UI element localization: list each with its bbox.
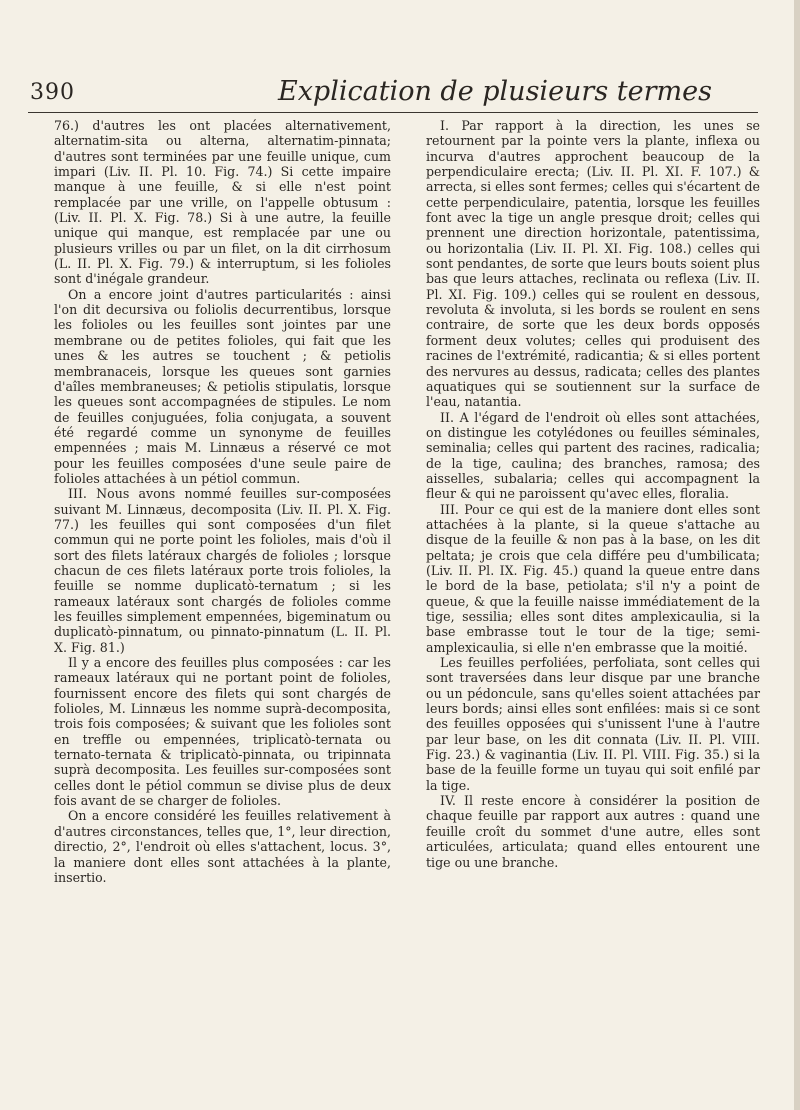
paragraph: I. Par rapport à la direction, les unes se retournent par la pointe vers la plante, inflexa ou incurva d'autres approchent beaucoup de la perpendiculaire erecta; (Liv. II. Pl. XI. F. 107.) & arrecta, si elles sont fermes; celles qui s'écartent de cette perpendiculaire, patentia, lorsque les feuilles font avec la tige un angle presque droit; celles qui prennent une direction horizontale, patentissima, ou horizontalia (Liv. II. Pl. XI. Fig. 108.) celles qui sont pendantes, de sorte que leurs bouts soient plus bas que leurs attaches, reclinata ou reflexa (Liv. II. Pl. XI. Fig. 109.) celles qui se roulent en dessous, revoluta & involuta, si les bords se roulent en sens contraire, de sorte que les deux bords opposés forment deux volutes; celles qui produisent des racines de l'extrémité, radicantia; & si elles portent des nervures au dessus, radicata; celles des plantes aquatiques qui se soutiennent sur la surface de l'eau, natantia. <box>426 118 760 410</box>
right-column <box>426 118 760 870</box>
paragraph: IV. Il reste encore à considérer la position de chaque feuille par rapport aux autres : quand une feuille croît du sommet d'une autre, elles sont articulées, articulata; quand elles entourent une tige ou une branche. <box>426 793 760 870</box>
running-head: Explication de plusieurs termes <box>278 76 712 107</box>
paragraph: III. Nous avons nommé feuilles sur-composées suivant M. Linnæus, decomposita (Liv. II. Pl. X. Fig. 77.) les feuilles qui sont composées d'un filet commun qui ne porte point les folioles, mais d'où il sort des filets latéraux chargés de folioles ; lorsque chacun de ces filets latéraux porte trois folioles, la feuille se nomme duplicatò-ternatum ; si les rameaux latéraux sont chargés de folioles comme les feuilles simplement empennées, bigeminatum ou duplicatò-pinnatum, ou pinnato-pinnatum (L. II. Pl. X. Fig. 81.) <box>54 486 391 655</box>
page-edge-shadow <box>794 0 800 1110</box>
paragraph: Les feuilles perfoliées, perfoliata, sont celles qui sont traversées dans leur disque par une branche ou un pédoncule, sans qu'elles soient attachées par leurs bords; ainsi elles sont enfilées: mais si ce sont des feuilles opposées qui s'unissent l'une à l'autre par leur base, on les dit connata (Liv. II. Pl. VIII. Fig. 23.) & vaginantia (Liv. II. Pl. VIII. Fig. 35.) si la base de la feuille forme un tuyau qui soit enfilé par la tige. <box>426 655 760 793</box>
paragraph: On a encore joint d'autres particularités : ainsi l'on dit decursiva ou foliolis decurrentibus, lorsque les folioles ou les feuilles sont jointes par une membrane ou de petites folioles, qui fait que les unes & les autres se touchent ; & petiolis membranaceis, lorsque les queues sont garnies d'aîles membraneuses; & petiolis stipulatis, lorsque les queues sont accompagnées de stipules. Le nom de feuilles conjuguées, folia conjugata, a souvent été regardé comme un synonyme de feuilles empennées ; mais M. Linnæus a réservé ce mot pour les feuilles composées d'une seule paire de folioles attachées à un pétiol commun. <box>54 286 391 486</box>
page-number: 390 <box>30 80 75 105</box>
page-header <box>28 76 758 113</box>
paragraph: 76.) d'autres les ont placées alternativement, alternatim-sita ou alterna, alternatim-pinnata; d'autres sont terminées par une feuille unique, cum impari (Liv. II. Pl. 10. Fig. 74.) Si cette impaire manque à une feuille, & si elle n'est point remplacée par une vrille, on l'appelle obtusum : (Liv. II. Pl. X. Fig. 78.) Si à une autre, la feuille unique qui manque, est remplacée par une ou plusieurs vrilles ou par un filet, on la dit cirrhosum (L. II. Pl. X. Fig. 79.) & interruptum, si les folioles sont d'inégale grandeur. <box>54 118 391 287</box>
paragraph: Il y a encore des feuilles plus composées : car les rameaux latéraux qui ne portant point de folioles, fournissent encore des filets qui sont chargés de folioles, M. Linnæus les nomme suprà-decomposita, trois fois composées; & suivant que les folioles sont en treffle ou empennées, triplicatò-ternata ou ternato-ternata & triplicatò-pinnata, ou tripinnata suprà decomposita. Les feuilles sur-composées sont celles dont le pétiol commun se divise plus de deux fois avant de se charger de folioles. <box>54 655 391 809</box>
paragraph: On a encore considéré les feuilles relativement à d'autres circonstances, telles que, 1°, leur direction, directio, 2°, l'endroit où elles s'attachent, locus. 3°, la maniere dont elles sont attachées à la plante, insertio. <box>54 808 391 885</box>
paragraph: II. A l'égard de l'endroit où elles sont attachées, on distingue les cotylédones ou feuilles séminales, seminalia; celles qui partent des racines, radicalia; de la tige, caulina; des branches, ramosa; des aisselles, subalaria; celles qui accompagnent la fleur & qui ne paroissent qu'avec elles, floralia. <box>426 409 760 502</box>
paragraph: III. Pour ce qui est de la maniere dont elles sont attachées à la plante, si la queue s'attache au disque de la feuille & non pas à la base, on les dit peltata; je crois que cela différe peu d'umbilicata; (Liv. II. Pl. IX. Fig. 45.) quand la queue entre dans le bord de la base, petiolata; s'il n'y a point de queue, & que la feuille naisse immédiatement de la tige, sessilia; elles sont dites amplexicaulia, si la base embrasse tout le tour de la tige; semi-amplexicaulia, si elle n'en embrasse que la moitié. <box>426 501 760 655</box>
left-column <box>54 118 391 885</box>
